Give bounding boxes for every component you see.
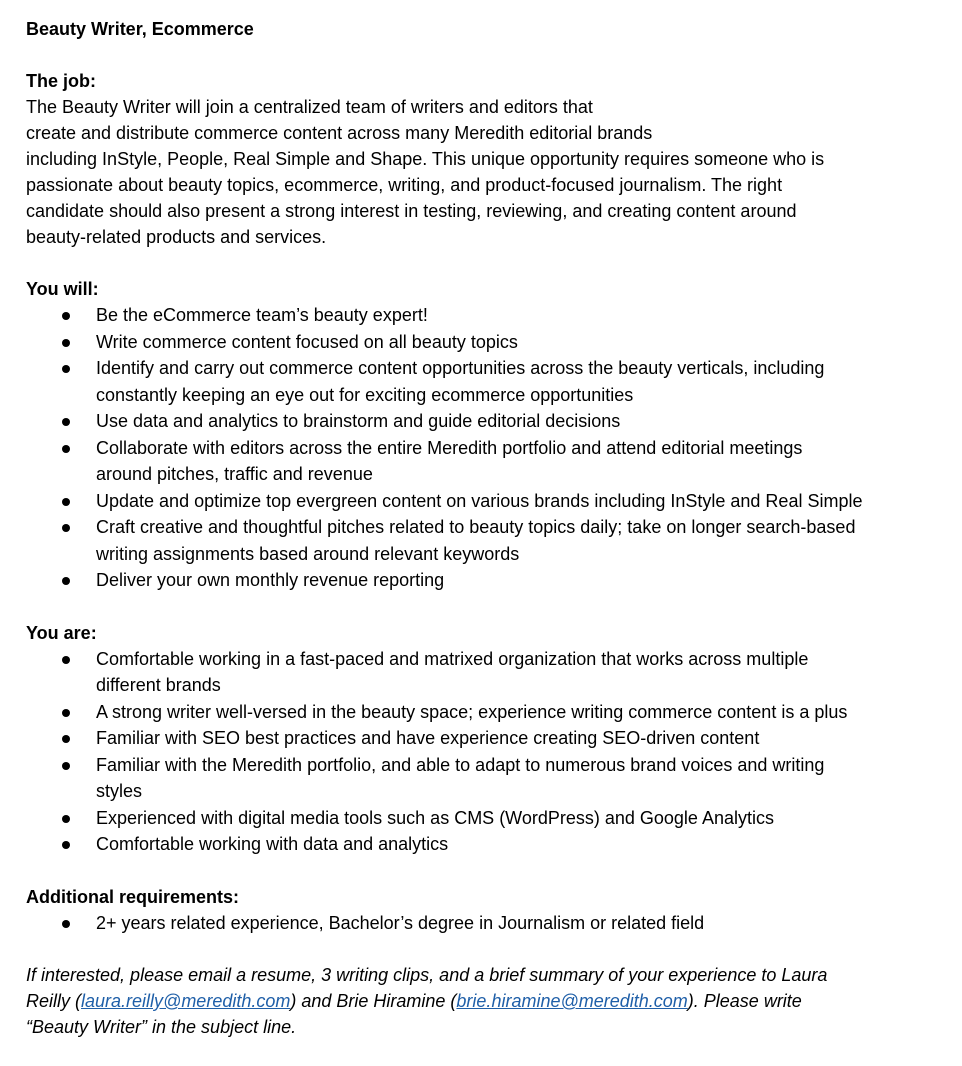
bullet-icon: [62, 920, 70, 928]
job-line: candidate should also present a strong interest in testing, reviewing, and creating content around: [26, 201, 797, 221]
list-item-text: 2+ years related experience, Bachelor’s degree in Journalism or related field: [96, 912, 705, 933]
list-item: [26, 831, 942, 858]
page-title: Beauty Writer, Ecommerce: [26, 19, 254, 39]
spacer: [26, 250, 942, 276]
list-item-text: A strong writer well-versed in the beauty space; experience writing commerce content is a plus: [96, 701, 848, 722]
bullet-icon: [62, 841, 70, 849]
list-item: [26, 910, 942, 937]
list-item: [26, 355, 942, 408]
spacer: [26, 594, 942, 620]
job-line: passionate about beauty topics, ecommerce, writing, and product-focused journalism. The right: [26, 175, 783, 195]
list-item: [26, 435, 942, 488]
list-item: [26, 514, 942, 567]
list-item-text: Write commerce content focused on all beauty topics: [96, 331, 518, 352]
additional-heading: Additional requirements:: [26, 886, 240, 907]
closing-line: If interested, please email a resume, 3 writing clips, and a brief summary of your experience to Laura: [26, 965, 828, 985]
bullet-icon: [62, 735, 70, 743]
closing-text: ). Please write: [687, 991, 802, 1011]
job-line: beauty-related products and services.: [26, 227, 327, 247]
list-item: [26, 302, 942, 329]
bullet-icon: [62, 815, 70, 823]
closing-text: ) and Brie Hiramine (: [290, 991, 457, 1011]
list-item-text: Experienced with digital media tools such as CMS (WordPress) and Google Analytics: [96, 807, 774, 828]
bullet-icon: [62, 498, 70, 506]
bullet-icon: [62, 577, 70, 585]
you-are-heading: You are:: [26, 622, 97, 643]
list-item-text: styles: [96, 781, 143, 801]
you-are-list: [26, 646, 942, 858]
email-link-laura[interactable]: laura.reilly@meredith.com: [81, 991, 291, 1011]
list-item-text: Comfortable working with data and analytics: [96, 834, 449, 854]
spacer: [26, 858, 942, 884]
job-heading: The job:: [26, 71, 96, 91]
list-item-text: Comfortable working in a fast-paced and matrixed organization that works across multiple: [96, 648, 809, 669]
list-item-text: Identify and carry out commerce content opportunities across the beauty verticals, including: [96, 358, 825, 378]
additional-list: [26, 910, 942, 937]
list-item-text: different brands: [96, 675, 221, 695]
list-item-text: Familiar with SEO best practices and have experience creating SEO-driven content: [96, 728, 760, 748]
list-item: [26, 329, 942, 356]
list-item-text: Craft creative and thoughtful pitches related to beauty topics daily; take on longer search-based: [96, 517, 856, 537]
list-item: [26, 805, 942, 832]
bullet-icon: [62, 418, 70, 426]
list-item-text: around pitches, traffic and revenue: [96, 464, 373, 484]
list-item: [26, 699, 942, 726]
list-item: [26, 567, 942, 594]
application-instructions: [26, 962, 942, 1040]
list-item-text: constantly keeping an eye out for exciting ecommerce opportunities: [96, 384, 634, 405]
list-item-text: Be the eCommerce team’s beauty expert!: [96, 305, 428, 325]
list-item-text: Update and optimize top evergreen content on various brands including InStyle and Real Simple: [96, 490, 863, 511]
list-item-text: Collaborate with editors across the entire Meredith portfolio and attend editorial meetings: [96, 437, 803, 458]
bullet-icon: [62, 762, 70, 770]
list-item: [26, 752, 942, 805]
bullet-icon: [62, 524, 70, 532]
bullet-icon: [62, 339, 70, 347]
list-item: [26, 725, 942, 752]
email-link-brie[interactable]: brie.hiramine@meredith.com: [456, 991, 688, 1011]
bullet-icon: [62, 709, 70, 717]
closing-text: Reilly (: [26, 991, 82, 1011]
bullet-icon: [62, 445, 70, 453]
job-description: [26, 94, 942, 250]
closing-line: [26, 988, 942, 1014]
list-item: [26, 646, 942, 699]
list-item: [26, 488, 942, 515]
list-item-text: writing assignments based around relevant keywords: [96, 543, 520, 564]
spacer: [26, 42, 942, 68]
bullet-icon: [62, 312, 70, 320]
closing-line: “Beauty Writer” in the subject line.: [26, 1017, 297, 1037]
list-item-text: Use data and analytics to brainstorm and guide editorial decisions: [96, 411, 621, 431]
job-line: including InStyle, People, Real Simple and Shape. This unique opportunity requires someone who is: [26, 149, 825, 169]
you-will-list: [26, 302, 942, 594]
list-item-text: Familiar with the Meredith portfolio, and able to adapt to numerous brand voices and writing: [96, 754, 825, 775]
bullet-icon: [62, 656, 70, 664]
list-item-text: Deliver your own monthly revenue reporting: [96, 570, 445, 590]
job-line: The Beauty Writer will join a centralized team of writers and editors that: [26, 97, 593, 117]
list-item: [26, 408, 942, 435]
job-line: create and distribute commerce content across many Meredith editorial brands: [26, 123, 653, 143]
spacer: [26, 936, 942, 962]
bullet-icon: [62, 365, 70, 373]
you-will-heading: You will:: [26, 279, 99, 299]
